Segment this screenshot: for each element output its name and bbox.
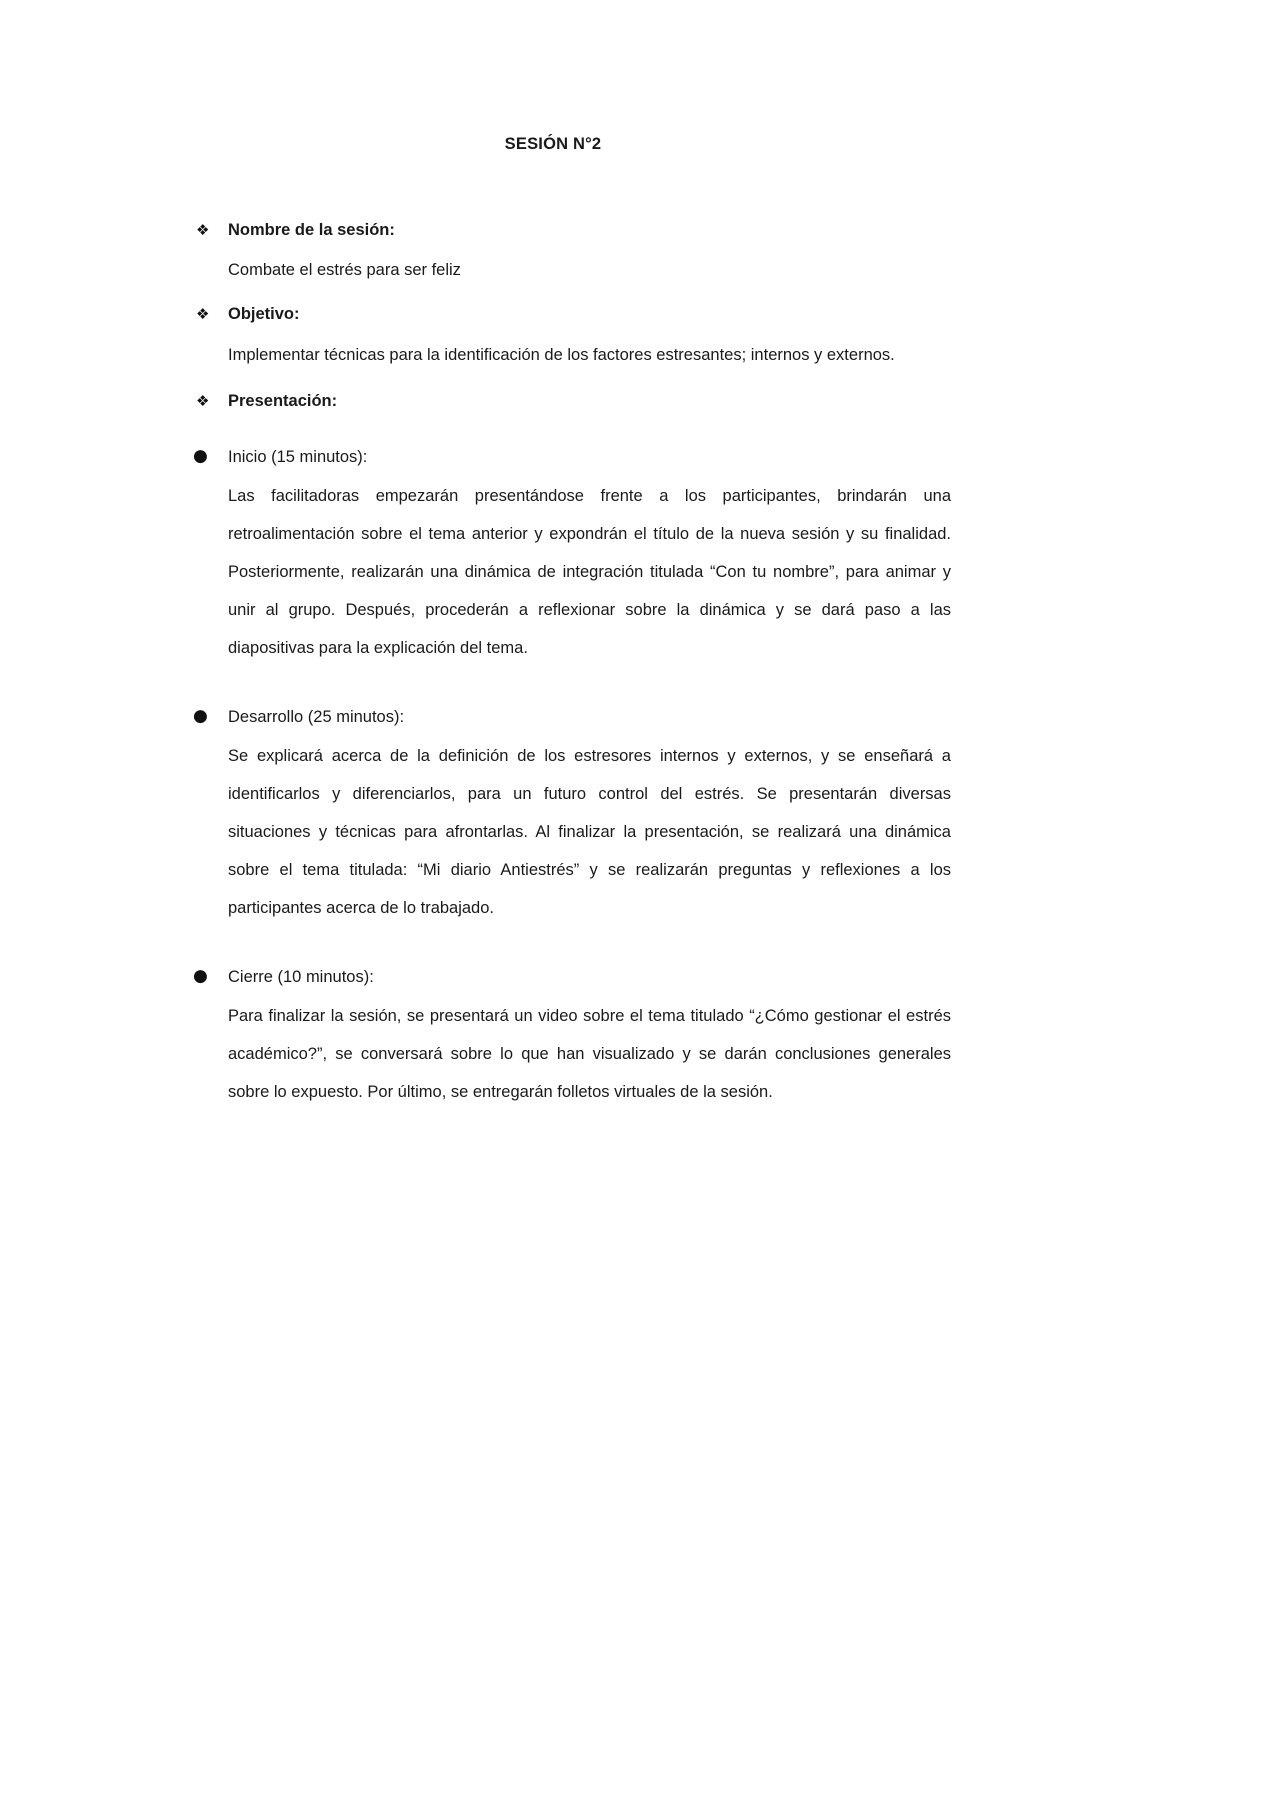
title-area [155, 0, 951, 154]
circle-bullet-icon: ● [193, 966, 208, 986]
section-paragraph: Para finalizar la sesión, se presentará un video sobre el tema titulado “¿Cómo gestionar el estrés académico?”, se conversará sobre lo que han visualizado y se darán conclusiones generales sobre lo expuesto. Por último, se entregarán folletos virtuales de la sesión. [228, 1007, 951, 1101]
section-heading: Inicio (15 minutos): [228, 448, 368, 466]
section-heading: Desarrollo (25 minutos): [228, 708, 405, 726]
section-paragraph: Implementar técnicas para la identificación de los factores estresantes; internos y externos. [228, 346, 895, 364]
section-heading: Nombre de la sesión: [228, 221, 395, 239]
section-paragraph: Las facilitadoras empezarán presentándose frente a los participantes, brindarán una retroalimentación sobre el tema anterior y expondrán el título de la nueva sesión y su finalidad. Posteriormente, realizarán una dinámica de integración titulada “Con tu nombre”, para animar y unir al grupo. Después, procederán a reflexionar sobre la dinámica y se dará paso a las diapositivas para la explicación del tema. [228, 487, 951, 657]
diamond-bullet-icon: ❖ [196, 221, 210, 239]
section-heading: Objetivo: [228, 305, 300, 323]
circle-bullet-icon: ● [193, 706, 208, 726]
section-paragraph: Combate el estrés para ser feliz [228, 261, 461, 279]
section-heading: Presentación: [228, 392, 338, 410]
section-inicio [193, 445, 951, 667]
section-heading: Cierre (10 minutos): [228, 968, 374, 986]
section-cierre [193, 965, 951, 1111]
section-nombre-de-la-sesion [196, 218, 951, 282]
diamond-bullet-icon: ❖ [196, 305, 210, 323]
circle-bullet-icon: ● [193, 446, 208, 466]
section-objetivo [196, 302, 951, 369]
section-paragraph: Se explicará acerca de la definición de los estresores internos y externos, y se enseñará a identificarlos y diferenciarlos, para un futuro control del estrés. Se presentarán diversas situaciones y técnicas para afrontarlas. Al finalizar la presentación, se realizará una dinámica sobre el tema titulada: “Mi diario Antiestrés” y se realizarán preguntas y reflexiones a los participantes acerca de lo trabajado. [228, 747, 951, 917]
page-title: SESIÓN N°2 [504, 135, 602, 153]
diamond-bullet-icon: ❖ [196, 392, 210, 410]
section-presentacion [196, 389, 951, 413]
document-body [193, 218, 951, 1111]
section-desarrollo [193, 705, 951, 927]
